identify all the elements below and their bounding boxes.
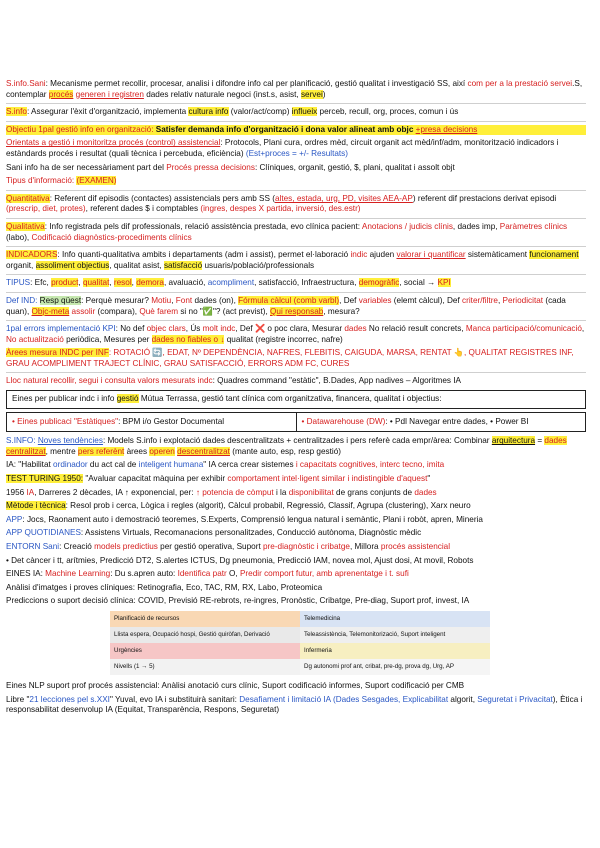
- para-test-turing: TEST TURING 1950: "Avaluar capacitat màquina per exhibir comportament intel·ligent similar i indistingible d'aquest": [6, 474, 431, 484]
- eines-tools-box: [6, 412, 586, 433]
- table-cell: Teleassistència, Telemonitorizació, Suport inteligent: [300, 627, 490, 643]
- para-qualitativa: Qualitativa: Info registrada pels dif professionals, relació assistència prestada, evo clínica pacient: Anotacions / judicis clínis, dades imp, Paràmetres clínics (labo), Codificació diagnòstics-procediments clínics: [6, 221, 568, 242]
- para-errors-kpi: 1pal errors implementació KPI: No def objec clars, Ús molt indc, Def ❌ o poc clara, Mesurar dades No relació result concrets, Manca participació/comunicació, No actualització periòdica, Mesures per dades no fiables o ↓ qualitat (registre incorrec, nafre): [6, 324, 585, 344]
- table-cell: Llista espera, Ocupació hospi, Gestió quiròfan, Derivació: [110, 627, 300, 643]
- para-app-quotidianes: APP QUOTIDIANES: Assistens Virtuals, Recomanacions personalitzades, Conducció autònoma, Diagnòstic mèdic: [6, 528, 422, 538]
- para-noves-tendencies: S.INFO: Noves tendències: Models S.info i explotació dades descentralitzats + centralitzades i pers referè cada empr/àrea: Combinar arquitectura = dades centralitzat, mentre pers referènt àrees operen descentralitzat (mante auto, esp, resp gestió): [6, 436, 567, 456]
- para-arees-mesura: Àrees mesura INDC per INF: ROTACIÓ 🔄, EDAT, Nº DEPENDÈNCIA, NAFRES, FLEBITIS, CAIGUDA, MARSA, RENTAT 👆, QUALITAT REGISTRES INF, GRAU ACOMPLIMENT TRAJECT CLÍNIC, GRAU SATISFACCIÓ, ERRORS ADM FC, CURES: [6, 348, 574, 368]
- table-row: [110, 643, 490, 659]
- eines-estatiques-cell: • Eines publicaci "Estàtiques": BPM i/o Gestor Documental: [7, 413, 297, 432]
- para-detection-list: • Det càncer i tt, arítmies, Predicció DT2, S.alertes ICTUS, Dg pneumonia, Predicció IAM, novea mol, Ajust dosi, At movil, Robots: [6, 555, 474, 565]
- para-presa-decisions: Sani info ha de ser necessàriament part del Procés pressa decisions: Clíniques, organit, gestió, $, plani, qualitat i assolt objt: [6, 162, 455, 172]
- datawarehouse-cell: • Datawarehouse (DW): • Pdl Navegar entre dades, • Power BI: [301, 416, 529, 426]
- para-quantitativa: Quantitativa: Referent dif episodis (contactes) assistencials pers amb SS (altes, estada, urg, PD, visites AEA-AP) referent dif prestacions derivat episodi (prescrip, diet, protes), referent dades $ i comptables (ingres, despes X partida, inversió, des.estr): [6, 193, 557, 214]
- para-libre: Libre "21 lecciones pel s.XXI" Yuval, evo IA i substituirà sanitari: Desafiament i limitació IA (Dades Sesgades, Explicabilitat algorit, Seguretat i Privacitat), Ètica i responsabilitat desenvolup IA (Equitat, Transparència, Respons, Seguretat): [6, 694, 583, 715]
- para-sinfo: S.info: Assegurar l'èxit d'organització, implementa cultura info (valor/act/comp) influeix perceb, recull, org, proces, comun i ús: [6, 107, 459, 117]
- para-lloc-natural: Lloc natural recollir, segui i consulta valors mesurats indc: Quadres command "estàtic", B.Dades, App nadives – Algoritmes IA: [6, 376, 461, 386]
- para-sinfo-sani: S.info.Sani: Mecanisme permet recollir, procesar, analisi i difondre info cal per planificació, gestió qualitat i investigació SS, així com per a la prestació servei.S, contemplar procés generen i registren dades relativ naturale negoci (inst.s, asist, servei): [6, 79, 583, 99]
- table-row: [110, 611, 490, 627]
- table-row: [110, 659, 490, 675]
- para-imatges: Anàlisi d'imatges i proves clíniques: Retinografia, Eco, TAC, RM, RX, Labo, Proteomica: [6, 582, 323, 592]
- divider: [6, 320, 586, 321]
- divider: [6, 292, 586, 293]
- divider: [6, 218, 586, 219]
- divider: [6, 121, 586, 122]
- para-metode: Mètode i tècnica: Resol prob i cerca, Lògica i regles (algorit), Càlcul probabil, Regressió, Classif, Agrupa (clustering), Xarx neuro: [6, 501, 471, 511]
- para-def-ind: Def IND: Resp qüest: Perquè mesurar? Motiu, Font dades (on), Fórmula càlcul (comb varbl), Def variables (elemt càlcul), Def criter/filtre, Periodicitat (cada quan), Objc-meta assolir (compara), Què farem si no "✅"? (act previst), Qui responsab, mesura?: [6, 295, 566, 316]
- cross-mark-icon: ❌: [254, 324, 266, 334]
- para-objectiu: Objectiu 1pal gestió info en organització: Satisfer demanda info d'organització i dona valor alineat amb objc +presa decisions: [6, 125, 586, 136]
- para-eines-ia: EINES IA: Machine Learning: Du s.apren auto: Identifica patr O, Predir comport futur, amb aprenentatge i t. sufi: [6, 569, 409, 579]
- para-orientats: Orientats a gestió i monitoritza procés (control) assistencial: Protocols, Plani cura, ordres mèd, circuit organit act mèd/inf/adm, monitorització indicadors i estàndards procés i resultat (quali tècnica i percebuda, eficiència) (Est+proces = +/- Resultats): [6, 138, 559, 158]
- eines-publicar-box: Eines per publicar indc i info gestió Mútua Terrassa, gestió tant clínica com organitzativa, financera, qualitat i objectius:: [6, 390, 586, 409]
- table-cell: Telemedicina: [300, 611, 490, 627]
- para-indicadors: INDICADORS: Info quanti-qualitativa ambits i departaments (adm i assist), permet el·laboració indic ajuden valorar i quantificar sistemàticament funcionament organit, assoliment objectius, qualitat asist, satisfacció usuaris/població/professionals: [6, 250, 579, 270]
- para-prediccions: Prediccions o suport decisió clínica: COVID, Previsió RE-rebrots, re-ingres, Pronòstic, Cribatge, Pre-diag, Suport prof, invest, IA: [6, 596, 470, 606]
- para-entorn-sani: ENTORN Sani: Creació models predictius per gestió operativa, Suport pre-diagnòstic i cribatge, Millora procés assistencial: [6, 542, 451, 551]
- ia-applications-table: [110, 611, 490, 675]
- table-cell: Nivells (1 → 5): [110, 659, 300, 675]
- table-cell: Infermeria: [300, 643, 490, 659]
- table-row: [110, 627, 490, 643]
- table-cell: Urgències: [110, 643, 300, 659]
- divider: [6, 190, 586, 191]
- table-cell: Planificació de recursos: [110, 611, 300, 627]
- para-tipus-info: Tipus d'informació: (EXAMEN): [6, 176, 117, 186]
- divider: [6, 274, 586, 275]
- para-ia-definition: IA: "Habilitat ordinador du act cal de inteligent humana" IA cerca crear sistemes i capacitats cognitives, interc tecno, imita: [6, 460, 445, 470]
- divider: [6, 372, 586, 373]
- table-cell: Dg autonomi prof ant, cribat, pre-dg, prova dg, Urg, AP: [300, 659, 490, 675]
- para-eines-nlp: Eines NLP suport prof procés assistencial: Anàlisi anotació curs clínic, Suport codificació informes, Suport codificació per CMB: [6, 680, 465, 690]
- para-app: APP: Jocs, Raonament auto i demostració teoremes, S.Experts, Comprensió lengua natural i semàntic, Plani i robòt, apren, Mineria: [6, 514, 483, 524]
- divider: [6, 246, 586, 247]
- para-tipus-indicadors: TIPUS: Efc, product, qualitat, resol, demora, avaluació, acompliment, satisfacció, Infraestructura, demogràfic, social → KPI: [6, 278, 451, 288]
- para-ia-1956: 1956 IA, Darreres 2 dècades, IA ↑ exponencial, per: ↑ potencia de còmput i la disponibilitat de grans conjunts de dades: [6, 487, 437, 497]
- divider: [6, 103, 586, 104]
